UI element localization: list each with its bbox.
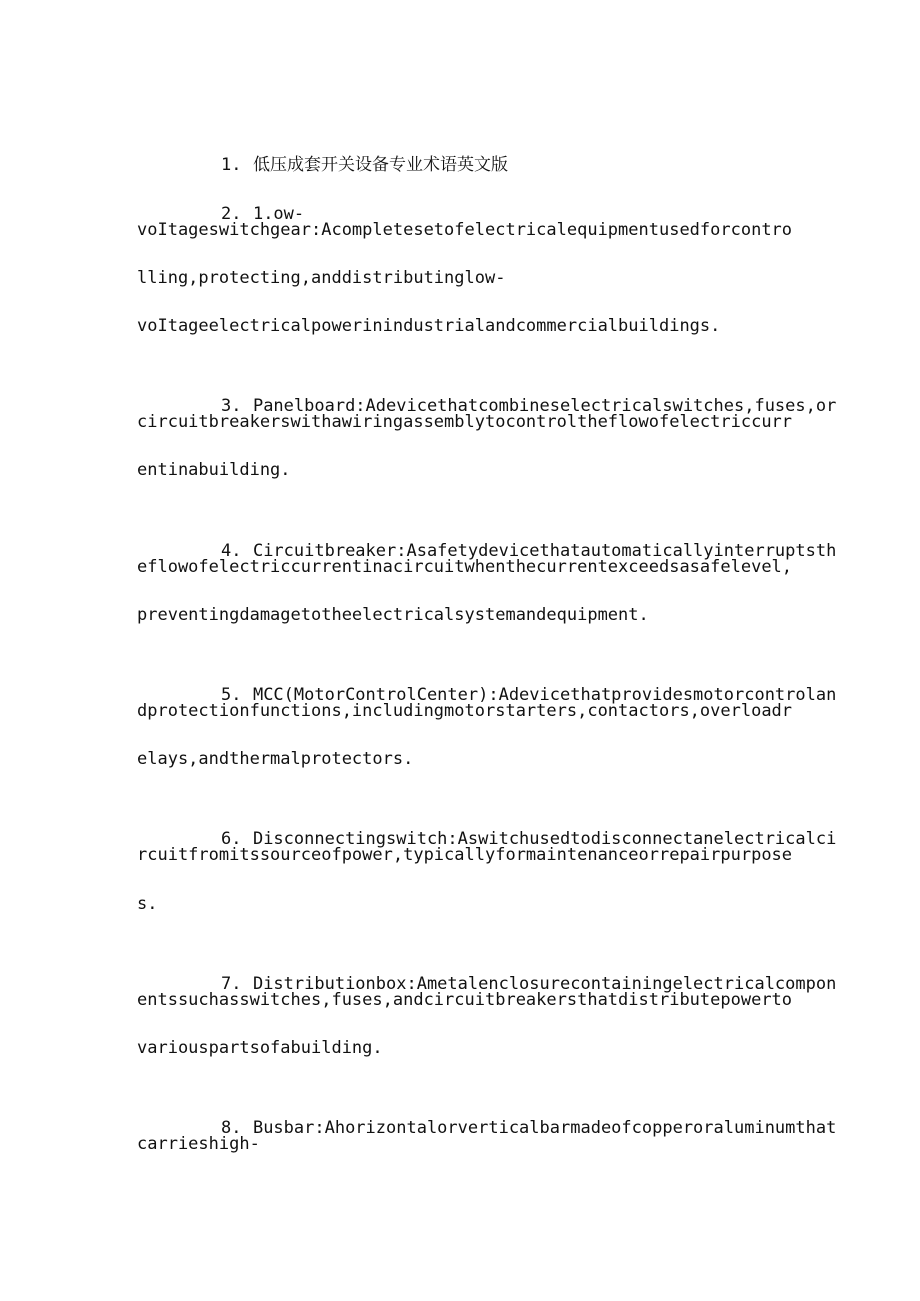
- item-7-line-1: [180, 936, 840, 994]
- item-4-line-3: preventingdamagetotheelectricalsystemandequipment.: [137, 605, 649, 625]
- item-4-line-2: eflowofelectriccurrentinacircuitwhenthecurrentexceedsasafelevel,: [137, 557, 793, 577]
- item-2-line-2: voItageswitchgear:Acompletesetofelectricalequipmentusedforcontro: [137, 220, 793, 240]
- item-6-line-2: rcuitfromitssourceofpower,typicallyformaintenanceorrepairpurpose: [137, 845, 793, 865]
- item-4-line-1: [180, 503, 840, 561]
- item-5-line-2: dprotectionfunctions,includingmotorstarters,contactors,overloadr: [137, 701, 793, 721]
- item-7-text-1: Distributionbox:Ametalenclosurecontainingelectricalcompon: [252, 974, 837, 994]
- item-6-line-3: s.: [137, 894, 158, 914]
- item-3-line-3: entinabuilding.: [137, 460, 291, 480]
- item-8-text-1: Busbar:Ahorizontalorverticalbarmadeofcopperoraluminumthat: [252, 1118, 837, 1138]
- item-6-line-1: [180, 791, 840, 849]
- item-8-number: 8.: [220, 1118, 242, 1138]
- item-5-line-1: [180, 647, 840, 705]
- item-3-number: 3.: [220, 396, 242, 416]
- item-4-number: 4.: [220, 541, 242, 561]
- item-8-line-2: carrieshigh-: [137, 1134, 260, 1154]
- item-8-line-1: [180, 1080, 840, 1138]
- item-2-line-1: [180, 166, 840, 224]
- item-4-text-1: Circuitbreaker:Asafetydevicethatautomaticallyinterruptsth: [252, 541, 837, 561]
- item-5-number: 5.: [220, 685, 242, 705]
- item-2-text-1: 1.ow-: [252, 204, 305, 224]
- item-3-text-1: Panelboard:Adevicethatcombineselectricalswitches,fuses,or: [252, 396, 837, 416]
- item-5-line-3: elays,andthermalprotectors.: [137, 749, 414, 769]
- item-6-number: 6.: [220, 829, 242, 849]
- item-1-number: 1.: [220, 155, 242, 175]
- item-1-text: 低压成套开关设备专业术语英文版: [252, 155, 508, 175]
- item-7-number: 7.: [220, 974, 242, 994]
- item-6-text-1: Disconnectingswitch:Aswitchusedtodisconnectanelectricalci: [252, 829, 837, 849]
- item-7-line-2: entssuchasswitches,fuses,andcircuitbreakersthatdistributepowerto: [137, 990, 793, 1010]
- item-3-line-2: circuitbreakerswithawiringassemblytocontroltheflowofelectriccurr: [137, 412, 793, 432]
- item-2-number: 2.: [220, 204, 242, 224]
- item-1-line-1: [180, 117, 840, 175]
- item-2-line-4: voItageelectricalpowerinindustrialandcommercialbuildings.: [137, 316, 721, 336]
- item-7-line-3: variouspartsofabuilding.: [137, 1038, 383, 1058]
- item-2-line-3: lling,protecting,anddistributinglow-: [137, 268, 506, 288]
- item-3-line-1: [180, 358, 840, 416]
- item-5-text-1: MCC(MotorControlCenter):Adevicethatprovidesmotorcontrolan: [252, 685, 837, 705]
